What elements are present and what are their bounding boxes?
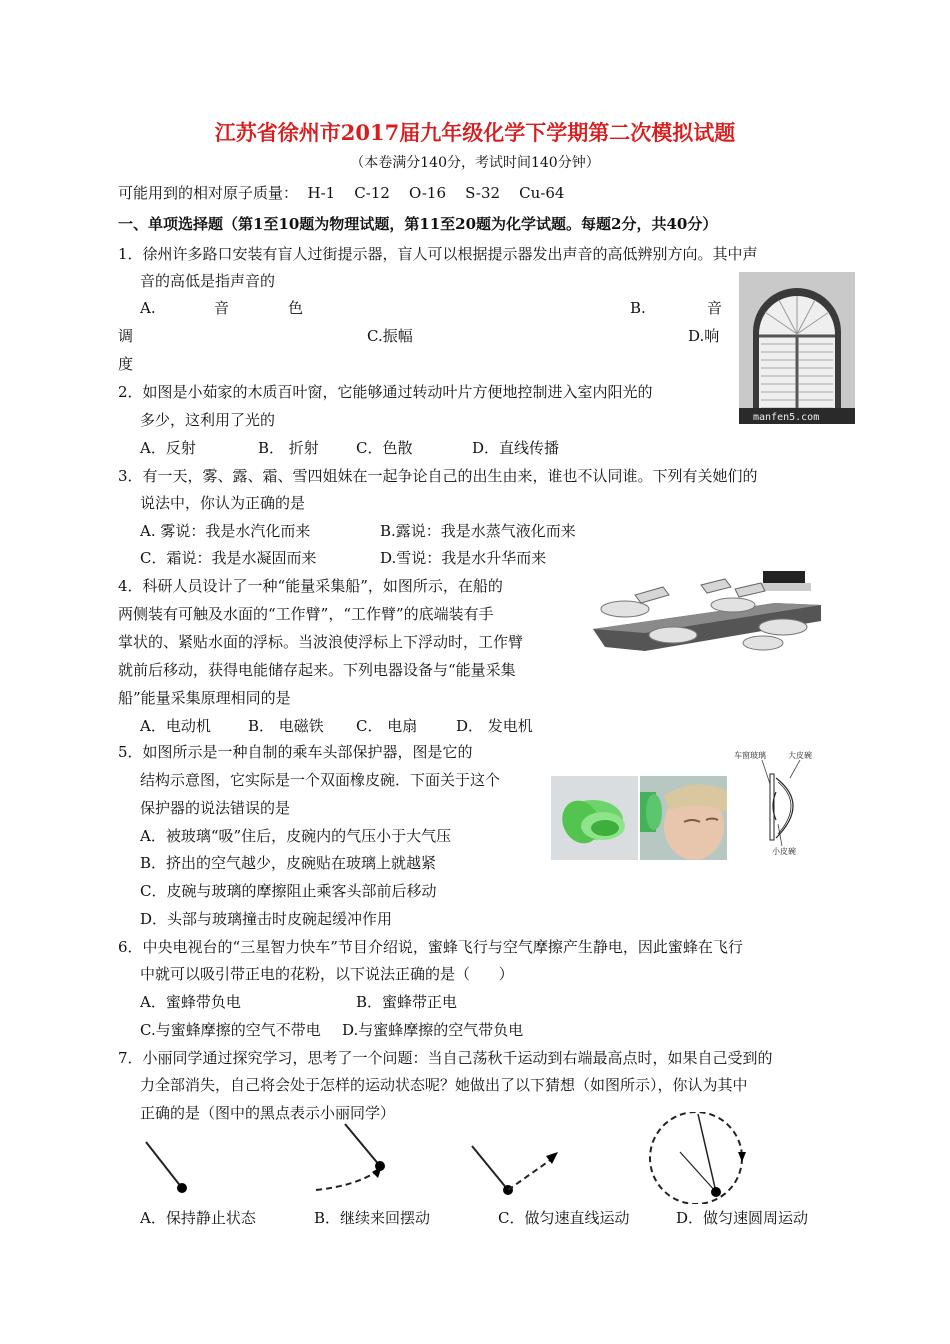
watermark-text: manfen5.com — [753, 412, 820, 423]
q7-option-a: A．保持静止状态 — [140, 1209, 256, 1227]
q4-option-d: D． 发电机 — [456, 717, 533, 735]
q6-option-d: D.与蜜蜂摩擦的空气带负电 — [342, 1021, 524, 1039]
label-small-bowl: 小皮碗 — [772, 847, 796, 856]
q5-option-d: D．头部与玻璃撞击时皮碗起缓冲作用 — [140, 910, 393, 928]
q1-option-d-char2: 度 — [118, 355, 134, 373]
swing-figures — [140, 1112, 840, 1204]
q4-stem-line1: 4．科研人员设计了一种“能量采集船”，如图所示，在船的 — [118, 577, 503, 595]
q7-stem-line2: 力全部消失，自己将会处于怎样的运动状态呢？她做出了以下猜想（如图所示），你认为其中 — [140, 1076, 748, 1094]
page-subtitle: （本卷满分140分，考试时间140分钟） — [350, 155, 600, 171]
q1-option-d-prefix: D.响 — [688, 327, 720, 345]
q6-stem-line1: 6．中央电视台的“三星智力快车”节目介绍说，蜜蜂飞行与空气摩擦产生静电，因此蜜蜂在飞行 — [118, 938, 743, 956]
shutter-window-image — [739, 272, 855, 424]
protector-structure-diagram — [734, 748, 834, 858]
q3-stem-line2: 说法中，你认为正确的是 — [140, 494, 306, 512]
q3-option-c: C．霜说：我是水凝固而来 — [140, 549, 317, 567]
q4-stem-line3: 掌状的、紧贴水面的浮标。当波浪使浮标上下浮动时，工作臂 — [118, 633, 524, 651]
q7-stem-line3: 正确的是（图中的黑点表示小丽同学） — [140, 1104, 396, 1122]
q6-option-b: B．蜜蜂带正电 — [356, 993, 458, 1011]
q3-option-b: B.露说：我是水蒸气液化而来 — [380, 522, 576, 540]
q1-stem-line1: 1．徐州许多路口安装有盲人过街提示器，盲人可以根据提示器发出声音的高低辨别方向。其中声 — [118, 245, 758, 263]
q5-option-b: B．挤出的空气越少，皮碗贴在玻璃上就越紧 — [140, 854, 437, 872]
q1-option-b-char2: 调 — [118, 327, 134, 345]
q2-stem-line2: 多少，这利用了光的 — [140, 411, 276, 429]
q3-stem-line1: 3．有一天，雾、露、霜、雪四姐妹在一起争论自己的出生由来，谁也不认同谁。下列有关她们的 — [118, 467, 758, 485]
q1-stem-line2: 音的高低是指声音的 — [140, 272, 276, 290]
q6-stem-line2: 中就可以吸引带正电的花粉，以下说法正确的是（ ） — [140, 965, 514, 983]
q3-option-d: D.雪说：我是水升华而来 — [380, 549, 547, 567]
q1-option-a-char2: 色 — [288, 299, 304, 317]
q2-option-c: C．色散 — [356, 439, 413, 457]
head-protector-photo — [640, 776, 727, 860]
label-car-glass: 车窗玻璃 — [734, 751, 766, 760]
atomic-masses: 可能用到的相对原子质量： H-1 C-12 O-16 S-32 Cu-64 — [118, 184, 565, 202]
q4-option-c: C． 电扇 — [356, 717, 418, 735]
q2-option-b: B． 折射 — [258, 439, 319, 457]
q1-option-b-prefix: B. — [630, 299, 646, 317]
label-big-bowl: 大皮碗 — [788, 751, 812, 760]
q4-stem-line5: 船”能量采集原理相同的是 — [118, 689, 291, 707]
q6-option-a: A．蜜蜂带负电 — [140, 993, 241, 1011]
q5-option-c: C．皮碗与玻璃的摩擦阻止乘客头部前后移动 — [140, 882, 437, 900]
q7-option-d: D．做匀速圆周运动 — [676, 1209, 809, 1227]
q1-option-b-char1: 音 — [707, 299, 723, 317]
q4-stem-line4: 就前后移动，获得电能储存起来。下列电器设备与“能量采集 — [118, 661, 516, 679]
q7-option-c: C．做匀速直线运动 — [498, 1209, 630, 1227]
q5-option-a: A．被玻璃“吸”住后，皮碗内的气压小于大气压 — [140, 827, 452, 845]
q2-stem-line1: 2．如图是小茹家的木质百叶窗，它能够通过转动叶片方便地控制进入室内阳光的 — [118, 383, 653, 401]
q2-option-d: D．直线传播 — [472, 439, 560, 457]
suction-cup-photo — [551, 776, 638, 860]
section-heading: 一、单项选择题（第1至10题为物理试题，第11至20题为化学试题。每题2分，共40分） — [118, 215, 718, 233]
q4-option-b: B． 电磁铁 — [248, 717, 324, 735]
q2-option-a: A．反射 — [140, 439, 196, 457]
energy-boat-image — [585, 565, 827, 667]
q7-option-b: B．继续来回摆动 — [314, 1209, 431, 1227]
q1-option-a-char1: 音 — [214, 299, 230, 317]
q7-stem-line1: 7．小丽同学通过探究学习，思考了一个问题：当自己荡秋千运动到右端最高点时，如果自己受到的 — [118, 1049, 773, 1067]
q4-option-a: A．电动机 — [140, 717, 211, 735]
page-title: 江苏省徐州市2017届九年级化学下学期第二次模拟试题 — [214, 120, 736, 145]
q5-stem-line1: 5．如图所示是一种自制的乘车头部保护器，图是它的 — [118, 743, 473, 761]
q5-stem-line2: 结构示意图，它实际是一个双面橡皮碗．下面关于这个 — [140, 771, 501, 789]
q3-option-a: A. 雾说：我是水汽化而来 — [140, 522, 311, 540]
q5-stem-line3: 保护器的说法错误的是 — [140, 799, 291, 817]
q1-option-c: C.振幅 — [367, 327, 413, 345]
q4-stem-line2: 两侧装有可触及水面的“工作臂”，“工作臂”的底端装有手 — [118, 605, 494, 623]
q1-option-a-prefix: A. — [140, 299, 156, 317]
q6-option-c: C.与蜜蜂摩擦的空气不带电 — [140, 1021, 321, 1039]
